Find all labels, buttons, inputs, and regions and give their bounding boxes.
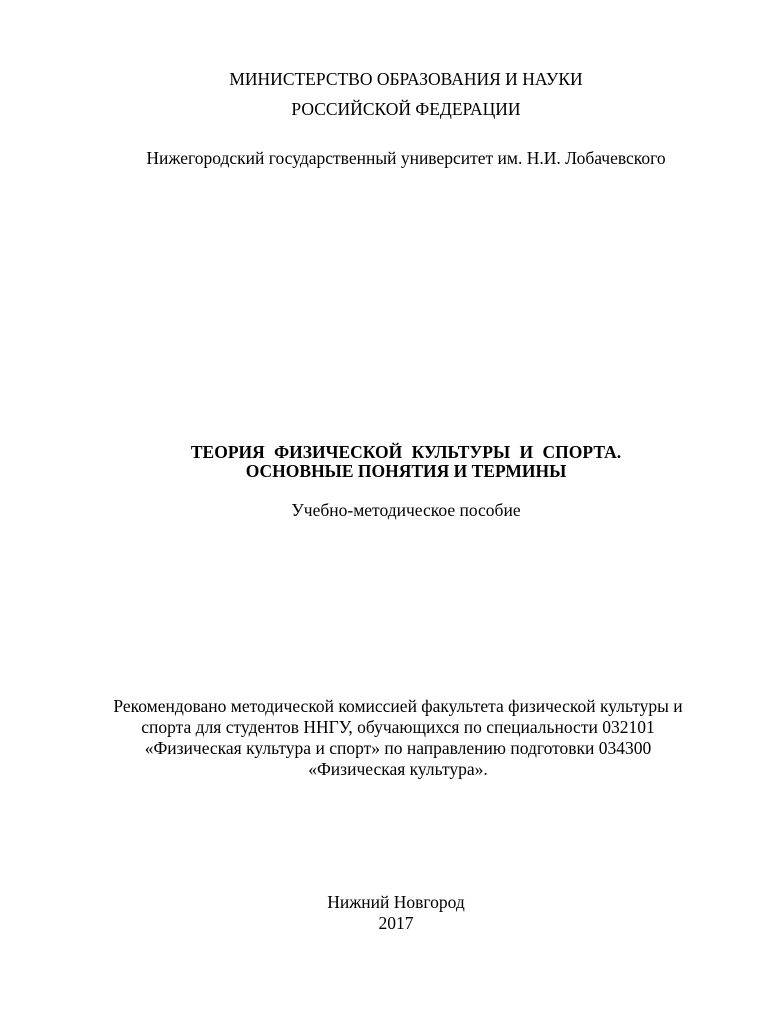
ministry-name-line-1: МИНИСТЕРСТВО ОБРАЗОВАНИЯ И НАУКИ <box>229 69 583 89</box>
publication-city: Нижний Новгород <box>327 892 465 912</box>
recommendation-line-1: Рекомендовано методической комиссией факультета физической культуры и <box>113 696 683 716</box>
recommendation-line-2: спорта для студентов ННГУ, обучающихся по специальности 032101 <box>141 717 655 737</box>
document-title-line-1: ТЕОРИЯ ФИЗИЧЕСКОЙ КУЛЬТУРЫ И СПОРТА. <box>190 442 622 462</box>
document-title-line-2: ОСНОВНЫЕ ПОНЯТИЯ И ТЕРМИНЫ <box>245 461 567 481</box>
publication-year: 2017 <box>378 913 414 933</box>
document-subtitle: Учебно-методическое пособие <box>291 500 521 520</box>
recommendation-line-3: «Физическая культура и спорт» по направлению подготовки 034300 <box>144 738 652 758</box>
ministry-name-line-2: РОССИЙСКОЙ ФЕДЕРАЦИИ <box>291 99 521 119</box>
recommendation-line-4: «Физическая культура». <box>308 759 488 779</box>
university-name: Нижегородский государственный университет им. Н.И. Лобачевского <box>146 148 666 168</box>
